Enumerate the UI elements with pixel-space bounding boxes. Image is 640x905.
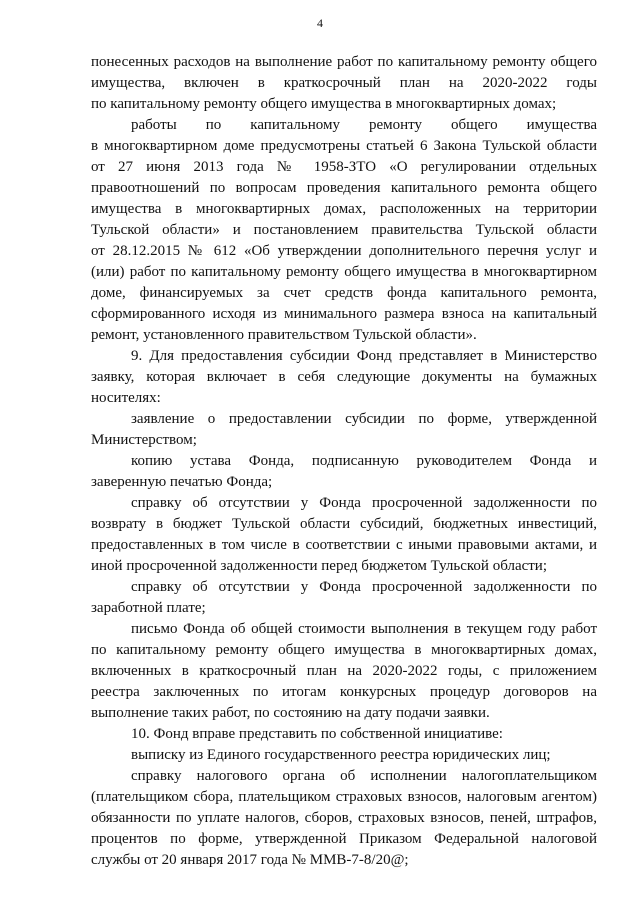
text-line: выполнение таких работ, по состоянию на дату подачи заявки. bbox=[91, 705, 490, 721]
text-line: заверенную печатью Фонда; bbox=[91, 474, 273, 490]
text-line: заявление о предоставлении субсидии по форме, утвержденной bbox=[131, 411, 597, 427]
text-line: справку об отсутствии у Фонда просроченной задолженности по bbox=[131, 495, 597, 511]
text-line: обязанности по уплате налогов, сборов, страховых взносов, пеней, штрафов, bbox=[91, 810, 597, 826]
text-line: справку об отсутствии у Фонда просроченной задолженности по bbox=[131, 579, 597, 595]
page-number: 4 bbox=[317, 16, 323, 30]
document-body bbox=[91, 52, 597, 871]
text-line: Министерством; bbox=[91, 432, 197, 448]
text-line: выписку из Единого государственного реестра юридических лиц; bbox=[131, 747, 551, 763]
text-line: от 28.12.2015 № 612 «Об утверждении дополнительного перечня услуг и bbox=[91, 243, 597, 259]
text-line: письмо Фонда об общей стоимости выполнения в текущем году работ bbox=[131, 621, 597, 637]
text-line: возврату в бюджет Тульской области субсидий, бюджетных инвестиций, bbox=[91, 516, 597, 532]
text-line: заработной плате; bbox=[91, 600, 206, 616]
text-line: работы по капитальному ремонту общего имущества bbox=[131, 117, 597, 133]
text-line: понесенных расходов на выполнение работ по капитальному ремонту общего bbox=[91, 54, 597, 70]
text-line: 9. Для предоставления субсидии Фонд представляет в Министерство bbox=[131, 348, 597, 364]
text-line: доме, финансируемых за счет средств фонда капитального ремонта, bbox=[91, 285, 597, 301]
text-line: копию устава Фонда, подписанную руководителем Фонда и bbox=[131, 453, 597, 469]
text-line: справку налогового органа об исполнении налогоплательщиком bbox=[131, 768, 597, 784]
text-line: Тульской области» и постановлением правительства Тульской области bbox=[91, 222, 597, 238]
text-line: от 27 июня 2013 года № 1958-ЗТО «О регулировании отдельных bbox=[91, 159, 597, 175]
text-line: в многоквартирном доме предусмотрены статьей 6 Закона Тульской области bbox=[91, 138, 597, 154]
text-line: заявку, которая включает в себя следующие документы на бумажных bbox=[91, 369, 597, 385]
text-line: реестра заключенных по итогам конкурсных процедур договоров на bbox=[91, 684, 597, 700]
text-line: 10. Фонд вправе представить по собственной инициативе: bbox=[131, 726, 503, 742]
text-line: предоставленных в том числе в соответствии с иными правовыми актами, и bbox=[91, 537, 597, 553]
text-line: службы от 20 января 2017 года № ММВ-7-8/20@; bbox=[91, 852, 409, 868]
text-line: (или) работ по капитальному ремонту общего имущества в многоквартирном bbox=[91, 264, 597, 280]
text-line: включенных в краткосрочный план на 2020-2022 годы, с приложением bbox=[91, 663, 597, 679]
text-line: правоотношений по вопросам проведения капитального ремонта общего bbox=[91, 180, 597, 196]
text-line: носителях: bbox=[91, 390, 161, 406]
text-line: иной просроченной задолженности перед бюджетом Тульской области; bbox=[91, 558, 548, 574]
text-line: сформированного исходя из минимального размера взноса на капитальный bbox=[91, 306, 597, 322]
text-line: по капитальному ремонту общего имущества в многоквартирных домах; bbox=[91, 96, 557, 112]
text-line: ремонт, установленного правительством Тульской области». bbox=[91, 327, 477, 343]
text-line: (плательщиком сбора, плательщиком страховых взносов, налоговым агентом) bbox=[91, 789, 597, 805]
text-line: имущества в многоквартирных домах, расположенных на территории bbox=[91, 201, 597, 217]
text-line: по капитальному ремонту общего имущества в многоквартирных домах, bbox=[91, 642, 597, 658]
text-line: имущества, включен в краткосрочный план на 2020-2022 годы bbox=[91, 75, 597, 91]
text-line: процентов по форме, утвержденной Приказом Федеральной налоговой bbox=[91, 831, 597, 847]
